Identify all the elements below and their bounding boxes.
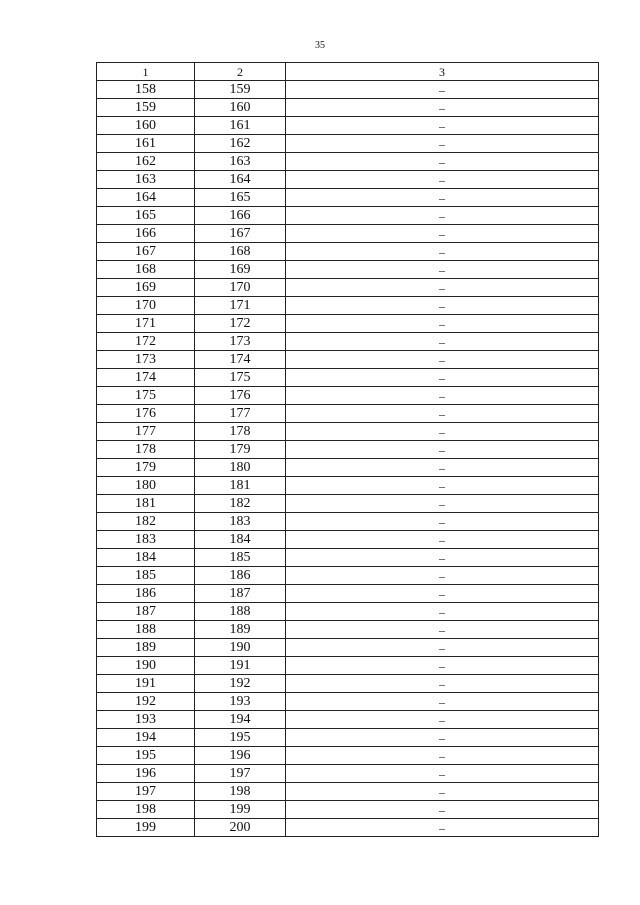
table-cell-col-1: 199 xyxy=(97,819,195,837)
table-cell-col-1: 168 xyxy=(97,261,195,279)
table-cell-col-1: 176 xyxy=(97,405,195,423)
table-row xyxy=(97,387,599,405)
table-row xyxy=(97,351,599,369)
table-cell-col-3: – xyxy=(286,549,599,567)
table-row xyxy=(97,459,599,477)
table-row xyxy=(97,639,599,657)
table-cell-col-2: 159 xyxy=(195,81,286,99)
table-cell-col-2: 165 xyxy=(195,189,286,207)
table-cell-col-2: 199 xyxy=(195,801,286,819)
table-cell-col-3: – xyxy=(286,81,599,99)
table-cell-col-3: – xyxy=(286,621,599,639)
table-cell-col-2: 198 xyxy=(195,783,286,801)
table-row xyxy=(97,765,599,783)
table-row xyxy=(97,657,599,675)
table-cell-col-3: – xyxy=(286,171,599,189)
table-cell-col-3: – xyxy=(286,495,599,513)
table-row xyxy=(97,603,599,621)
table-body xyxy=(97,81,599,837)
table-cell-col-2: 183 xyxy=(195,513,286,531)
table-cell-col-3: – xyxy=(286,333,599,351)
table-cell-col-2: 188 xyxy=(195,603,286,621)
table-row xyxy=(97,423,599,441)
table-cell-col-1: 171 xyxy=(97,315,195,333)
table-cell-col-3: – xyxy=(286,819,599,837)
table-cell-col-1: 170 xyxy=(97,297,195,315)
table-cell-col-3: – xyxy=(286,567,599,585)
table-cell-col-3: – xyxy=(286,513,599,531)
table-row xyxy=(97,369,599,387)
table-cell-col-1: 185 xyxy=(97,567,195,585)
table-header xyxy=(97,63,599,81)
table-row xyxy=(97,153,599,171)
table-row xyxy=(97,801,599,819)
table-row xyxy=(97,99,599,117)
data-table xyxy=(96,62,599,837)
table-cell-col-2: 200 xyxy=(195,819,286,837)
table-cell-col-1: 187 xyxy=(97,603,195,621)
column-header-3: 3 xyxy=(286,63,599,81)
table-cell-col-3: – xyxy=(286,585,599,603)
table-cell-col-3: – xyxy=(286,459,599,477)
table-cell-col-2: 175 xyxy=(195,369,286,387)
table-cell-col-2: 186 xyxy=(195,567,286,585)
table-cell-col-3: – xyxy=(286,261,599,279)
table-row xyxy=(97,225,599,243)
table-cell-col-2: 187 xyxy=(195,585,286,603)
table-row xyxy=(97,117,599,135)
table-row xyxy=(97,405,599,423)
table-cell-col-1: 188 xyxy=(97,621,195,639)
table-cell-col-2: 194 xyxy=(195,711,286,729)
table-row xyxy=(97,315,599,333)
table-cell-col-3: – xyxy=(286,369,599,387)
table-row xyxy=(97,279,599,297)
table-row xyxy=(97,243,599,261)
table-cell-col-3: – xyxy=(286,387,599,405)
table-cell-col-3: – xyxy=(286,657,599,675)
table-cell-col-2: 184 xyxy=(195,531,286,549)
table-cell-col-1: 174 xyxy=(97,369,195,387)
table-cell-col-3: – xyxy=(286,639,599,657)
table-cell-col-1: 177 xyxy=(97,423,195,441)
table-cell-col-3: – xyxy=(286,747,599,765)
table-row xyxy=(97,693,599,711)
table-row xyxy=(97,783,599,801)
table-cell-col-1: 192 xyxy=(97,693,195,711)
table-cell-col-1: 165 xyxy=(97,207,195,225)
table-row xyxy=(97,135,599,153)
table-row xyxy=(97,711,599,729)
table-cell-col-3: – xyxy=(286,675,599,693)
table-cell-col-3: – xyxy=(286,711,599,729)
table-cell-col-3: – xyxy=(286,117,599,135)
table-row xyxy=(97,531,599,549)
table-cell-col-2: 185 xyxy=(195,549,286,567)
table-cell-col-1: 191 xyxy=(97,675,195,693)
table-cell-col-1: 186 xyxy=(97,585,195,603)
table-row xyxy=(97,819,599,837)
table-cell-col-1: 163 xyxy=(97,171,195,189)
table-cell-col-2: 196 xyxy=(195,747,286,765)
table-cell-col-1: 164 xyxy=(97,189,195,207)
table-cell-col-2: 182 xyxy=(195,495,286,513)
table-cell-col-3: – xyxy=(286,441,599,459)
table-cell-col-3: – xyxy=(286,603,599,621)
table-cell-col-3: – xyxy=(286,207,599,225)
table-row xyxy=(97,585,599,603)
table-row xyxy=(97,333,599,351)
table-cell-col-3: – xyxy=(286,693,599,711)
table-cell-col-3: – xyxy=(286,189,599,207)
table-cell-col-1: 190 xyxy=(97,657,195,675)
table-cell-col-1: 159 xyxy=(97,99,195,117)
table-row xyxy=(97,297,599,315)
table-row xyxy=(97,189,599,207)
page-number: 35 xyxy=(315,40,325,51)
table-cell-col-1: 158 xyxy=(97,81,195,99)
table-cell-col-2: 177 xyxy=(195,405,286,423)
table-row xyxy=(97,261,599,279)
table-cell-col-2: 176 xyxy=(195,387,286,405)
table-cell-col-2: 167 xyxy=(195,225,286,243)
table-row xyxy=(97,513,599,531)
table-cell-col-2: 191 xyxy=(195,657,286,675)
table-cell-col-2: 162 xyxy=(195,135,286,153)
table-cell-col-1: 183 xyxy=(97,531,195,549)
header-row xyxy=(97,63,599,81)
table-row xyxy=(97,495,599,513)
table-cell-col-2: 173 xyxy=(195,333,286,351)
table-cell-col-3: – xyxy=(286,783,599,801)
table-cell-col-2: 190 xyxy=(195,639,286,657)
table-cell-col-2: 164 xyxy=(195,171,286,189)
table-cell-col-3: – xyxy=(286,153,599,171)
table-cell-col-1: 195 xyxy=(97,747,195,765)
table-cell-col-1: 178 xyxy=(97,441,195,459)
table-cell-col-3: – xyxy=(286,531,599,549)
table-row xyxy=(97,477,599,495)
table-cell-col-2: 197 xyxy=(195,765,286,783)
table-row xyxy=(97,675,599,693)
table-cell-col-2: 168 xyxy=(195,243,286,261)
table-cell-col-2: 195 xyxy=(195,729,286,747)
table-row xyxy=(97,207,599,225)
table-cell-col-1: 180 xyxy=(97,477,195,495)
table-row xyxy=(97,729,599,747)
table-cell-col-3: – xyxy=(286,243,599,261)
table-cell-col-3: – xyxy=(286,729,599,747)
table-cell-col-1: 196 xyxy=(97,765,195,783)
table-row xyxy=(97,567,599,585)
table-cell-col-1: 175 xyxy=(97,387,195,405)
table-cell-col-3: – xyxy=(286,99,599,117)
table-cell-col-3: – xyxy=(286,297,599,315)
table-cell-col-1: 197 xyxy=(97,783,195,801)
table-cell-col-3: – xyxy=(286,135,599,153)
table-cell-col-1: 198 xyxy=(97,801,195,819)
table-cell-col-2: 193 xyxy=(195,693,286,711)
table-cell-col-3: – xyxy=(286,279,599,297)
table-cell-col-3: – xyxy=(286,351,599,369)
table-cell-col-2: 170 xyxy=(195,279,286,297)
table-cell-col-1: 182 xyxy=(97,513,195,531)
table-cell-col-2: 166 xyxy=(195,207,286,225)
table-row xyxy=(97,81,599,99)
table-cell-col-1: 173 xyxy=(97,351,195,369)
table-row xyxy=(97,549,599,567)
table-cell-col-2: 181 xyxy=(195,477,286,495)
table-cell-col-1: 181 xyxy=(97,495,195,513)
table-cell-col-2: 163 xyxy=(195,153,286,171)
table-cell-col-3: – xyxy=(286,405,599,423)
table-cell-col-2: 160 xyxy=(195,99,286,117)
table-cell-col-1: 162 xyxy=(97,153,195,171)
table-cell-col-1: 166 xyxy=(97,225,195,243)
table-cell-col-2: 192 xyxy=(195,675,286,693)
column-header-1: 1 xyxy=(97,63,195,81)
table-cell-col-2: 178 xyxy=(195,423,286,441)
table-row xyxy=(97,441,599,459)
table-cell-col-1: 189 xyxy=(97,639,195,657)
table-cell-col-1: 160 xyxy=(97,117,195,135)
table-cell-col-2: 189 xyxy=(195,621,286,639)
table-cell-col-2: 180 xyxy=(195,459,286,477)
table-cell-col-1: 172 xyxy=(97,333,195,351)
table-cell-col-3: – xyxy=(286,477,599,495)
table-cell-col-1: 167 xyxy=(97,243,195,261)
table-cell-col-2: 171 xyxy=(195,297,286,315)
table-cell-col-1: 184 xyxy=(97,549,195,567)
table-cell-col-2: 179 xyxy=(195,441,286,459)
table-cell-col-2: 174 xyxy=(195,351,286,369)
table-cell-col-1: 194 xyxy=(97,729,195,747)
table-cell-col-3: – xyxy=(286,801,599,819)
table-cell-col-2: 172 xyxy=(195,315,286,333)
table-cell-col-1: 193 xyxy=(97,711,195,729)
table-row xyxy=(97,171,599,189)
table-row xyxy=(97,621,599,639)
table-cell-col-2: 161 xyxy=(195,117,286,135)
table-cell-col-3: – xyxy=(286,423,599,441)
table-cell-col-1: 179 xyxy=(97,459,195,477)
table-row xyxy=(97,747,599,765)
table-cell-col-3: – xyxy=(286,225,599,243)
column-header-2: 2 xyxy=(195,63,286,81)
table-cell-col-3: – xyxy=(286,315,599,333)
table-cell-col-1: 161 xyxy=(97,135,195,153)
table-cell-col-3: – xyxy=(286,765,599,783)
table-cell-col-2: 169 xyxy=(195,261,286,279)
table-cell-col-1: 169 xyxy=(97,279,195,297)
